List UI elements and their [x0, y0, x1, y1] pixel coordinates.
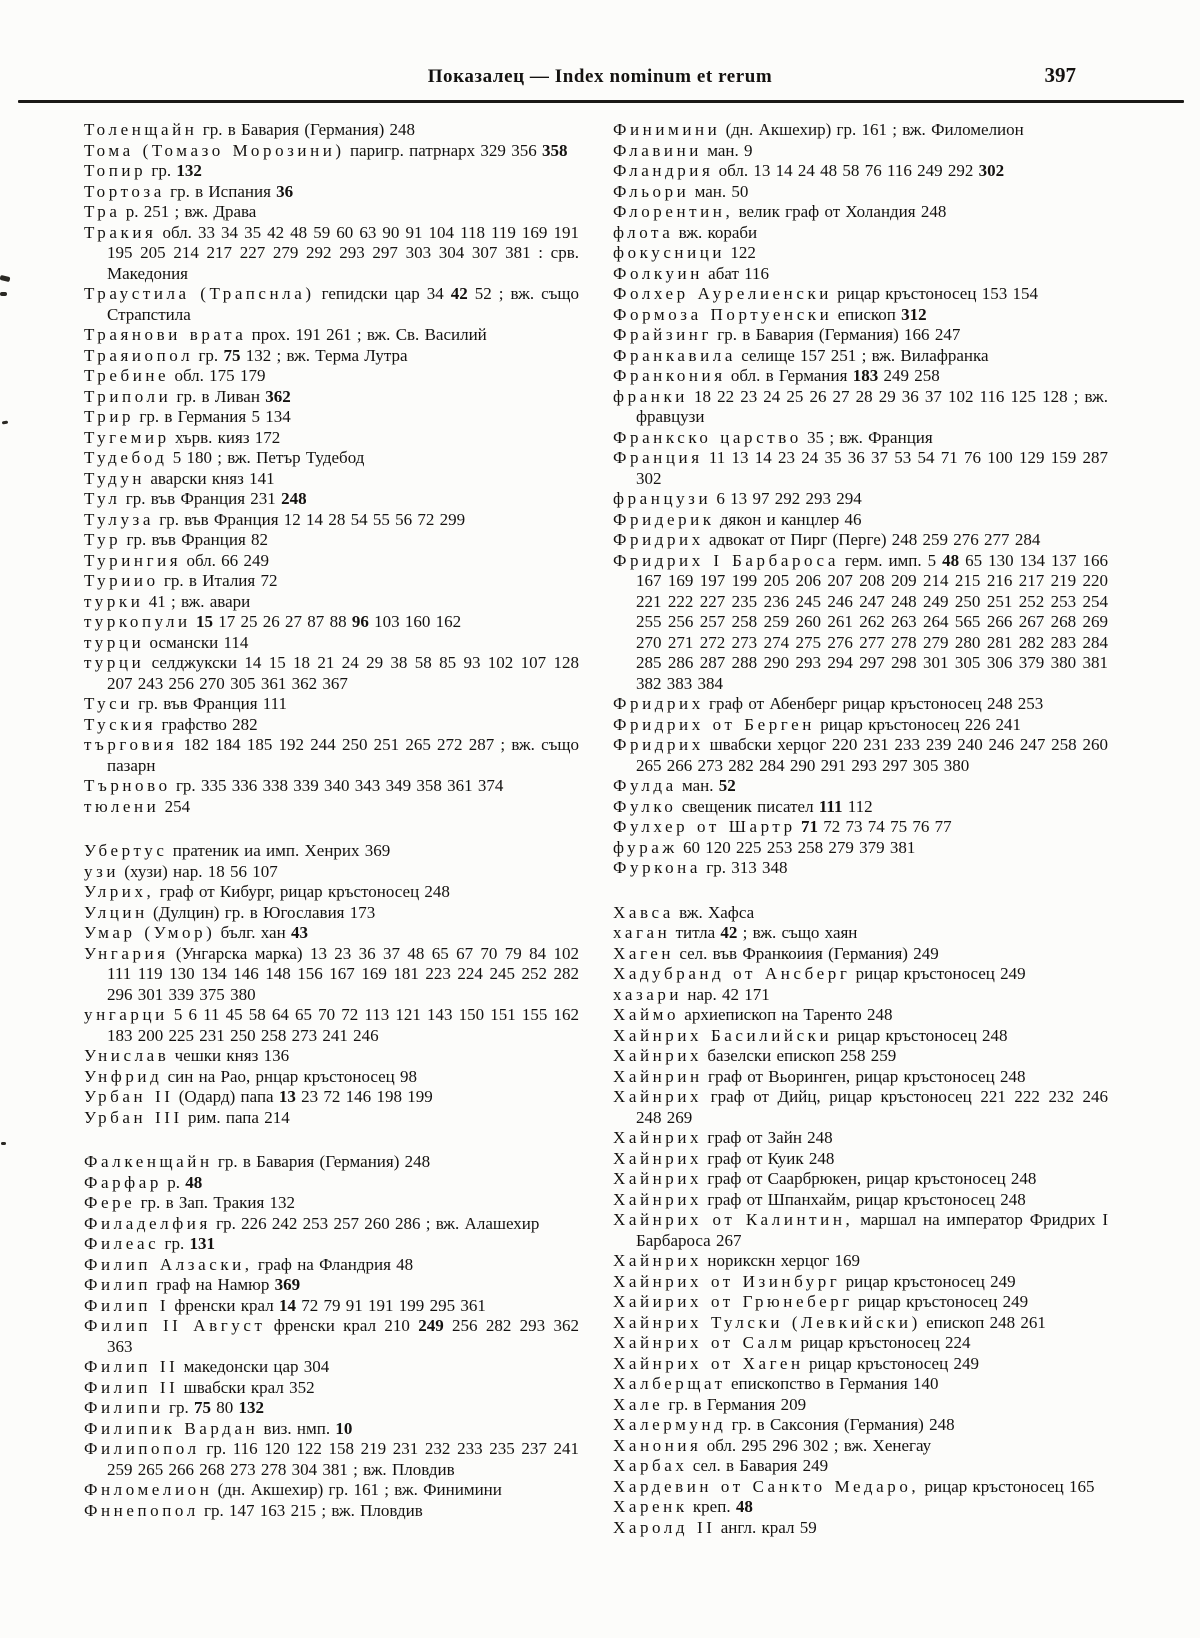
index-entry: Тул гр. във Франция 231 248 — [84, 489, 307, 508]
index-entry: Харбах сел. в Бавария 249 — [613, 1456, 829, 1475]
index-entry: Фулхер от Шартр 71 72 73 74 75 76 77 — [613, 817, 952, 836]
entry-headword: Фнломелион — [84, 1480, 213, 1499]
index-entry: Филип граф на Намюр 369 — [84, 1275, 301, 1294]
index-entry: Хайирих от Грюнеберг рицар кръстоносец 249 — [613, 1292, 1029, 1311]
index-entry: Фридрих от Берген рицар кръстоносец 226 241 — [613, 714, 1021, 734]
entry-headword: Унислав — [84, 1046, 170, 1065]
index-entry: Халберщат епископство в Германия 140 — [613, 1374, 939, 1393]
index-entry: Фолхер Аурелиенски рицар кръстоносец 153 154 — [613, 284, 1038, 303]
index-entry: Убертус пратеник иа имп. Хенрих 369 — [84, 841, 391, 860]
entry-headword: Фарфар — [84, 1172, 162, 1192]
entry-headword: Филип — [84, 1275, 152, 1294]
entry-headword: Хаген — [613, 943, 675, 963]
entry-headword: Хайнрих — [613, 1128, 703, 1147]
index-entry: Флавини ман. 9 — [613, 140, 753, 160]
entry-headword: туркопули — [84, 612, 191, 631]
index-entry: Туси гр. във Франция 111 — [84, 694, 288, 713]
index-entry: хазари нар. 42 171 — [613, 984, 770, 1004]
entry-headword: Хале — [613, 1394, 664, 1414]
bold-page-ref: 302 — [978, 161, 1005, 180]
index-entry: Хайнрих граф от Куик 248 — [613, 1148, 835, 1168]
index-entry: Хале гр. в Германия 209 — [613, 1394, 807, 1414]
index-entry: Унфрид син на Рао, рнцар кръстоносец 98 — [84, 1066, 418, 1086]
index-entry: Улрих, граф от Кибург, рицар кръстоносец 248 — [84, 882, 450, 901]
entry-headword: Фридрих — [613, 530, 704, 549]
index-entry: флота вж. кораби — [613, 222, 758, 242]
index-entry: Хайнрих от Хаген рицар кръстоносец 249 — [613, 1353, 979, 1373]
index-entry: Фльори ман. 50 — [613, 181, 749, 201]
index-entry: Топир гр. 132 — [84, 161, 202, 180]
entry-headword: Тракия — [84, 222, 157, 242]
entry-headword: Филипи — [84, 1398, 164, 1417]
index-entry: Фере гр. в Зап. Тракия 132 — [84, 1193, 296, 1212]
index-entry: Фридрих швабски херцог 220 231 233 239 240 246 247 258 260 265 266 273 282 284 290 291 293 297 305 380 — [613, 735, 1108, 775]
bold-page-ref: 358 — [541, 140, 568, 160]
index-entry: Франция 11 13 14 23 24 35 36 37 53 54 71 76 100 129 159 287 302 — [613, 448, 1108, 488]
entry-headword: Улрих, — [84, 882, 155, 901]
bold-page-ref: 48 — [735, 1497, 753, 1516]
entry-headword: Хардевин от Санкто Медаро, — [613, 1476, 920, 1496]
index-entry: търговия 182 184 185 192 244 250 251 265 272 287 ; вж. също пазарн — [84, 735, 579, 775]
entry-headword: Туси — [84, 694, 133, 713]
bold-page-ref: 42 — [720, 923, 738, 942]
index-entry: Хаген сел. във Франкоиия (Германия) 249 — [613, 943, 939, 963]
entry-headword: Хайнрих — [613, 1148, 703, 1168]
scan-artifact — [0, 275, 10, 282]
index-column-right — [613, 120, 1108, 1538]
entry-headword: Филипик Вардан — [84, 1418, 259, 1438]
entry-headword: Убертус — [84, 841, 168, 860]
bold-page-ref: 96 — [351, 612, 369, 631]
index-entry: Требине обл. 175 179 — [84, 366, 266, 385]
entry-headword: Фулхер от Шартр — [613, 817, 796, 836]
entry-headword: търговия — [84, 735, 178, 754]
entry-headword: Хадубранд от Ансберг — [613, 964, 851, 983]
entry-headword: Умар (Умор) — [84, 923, 216, 942]
index-entry: Турингия обл. 66 249 — [84, 550, 269, 570]
entry-headword: Франкско царство — [613, 427, 802, 447]
entry-headword: Хайнрих от Хаген — [613, 1353, 804, 1373]
entry-headword: Халермунд — [613, 1415, 727, 1434]
entry-headword: Търново — [84, 776, 171, 795]
index-entry: Туриио гр. в Италия 72 — [84, 571, 278, 590]
entry-headword: Флорентин, — [613, 202, 734, 221]
index-entry: Фулко свещеник писател 111 112 — [613, 796, 873, 816]
index-entry: Тур гр. във Франция 82 — [84, 530, 269, 549]
index-entry: Фннепопол гр. 147 163 215 ; вж. Пловдив — [84, 1500, 423, 1520]
index-entry: Унислав чешки княз 136 — [84, 1046, 290, 1065]
entry-headword: Туриио — [84, 571, 159, 590]
index-entry: Унгария (Унгарска марка) 13 23 36 37 48 65 67 70 79 84 102 111 119 130 134 146 148 156 167 169 181 223 224 245 252 282 296 301 339 375 380 — [84, 943, 579, 1004]
index-entry: Траянови врата прох. 191 261 ; вж. Св. Василий — [84, 325, 487, 344]
entry-headword: Филип Алзаски, — [84, 1254, 253, 1274]
index-entry: Тракия обл. 33 34 35 42 48 59 60 63 90 91 104 118 119 169 191 195 205 214 217 227 279 292 293 297 303 304 307 381 : срв. Македония — [84, 222, 579, 283]
index-entry: Флорентин, велик граф от Холандия 248 — [613, 202, 947, 221]
entry-headword: Харенк — [613, 1497, 688, 1516]
index-entry: унгарци 5 6 11 45 58 64 65 70 72 113 121 143 150 151 155 162 183 200 225 231 250 258 273 241 246 — [84, 1005, 579, 1045]
entry-headword: Франция — [613, 448, 703, 467]
entry-headword: Фридрих — [613, 735, 704, 754]
bold-page-ref: 15 — [195, 612, 213, 631]
entry-headword: Фльори — [613, 181, 690, 201]
bold-page-ref: 75 — [194, 1398, 211, 1417]
entry-headword: фураж — [613, 837, 678, 857]
index-entry: Хаймо архиепископ на Таренто 248 — [613, 1005, 893, 1024]
entry-headword: тюлени — [84, 796, 160, 816]
entry-headword: Улцин — [84, 902, 148, 922]
entry-headword: Траянови врата — [84, 325, 247, 344]
index-entry: Франкавила селище 157 251 ; вж. Вилафранка — [613, 345, 989, 365]
index-entry: Тудебод 5 180 ; вж. Петър Тудебод — [84, 448, 365, 467]
entry-headword: Хайнрих — [613, 1169, 703, 1188]
entry-headword: Филип II — [84, 1377, 179, 1397]
entry-headword: Тортоза — [84, 181, 165, 201]
bold-page-ref: 43 — [290, 923, 308, 942]
index-entry: Финимини (дн. Акшехир) гр. 161 ; вж. Филомелион — [613, 120, 1024, 139]
entry-headword: Требине — [84, 366, 170, 385]
entry-headword: Хаймо — [613, 1005, 680, 1024]
bold-page-ref: 183 — [852, 366, 879, 385]
entry-headword: Халберщат — [613, 1374, 726, 1393]
index-entry: Хайнрих Басилийски рицар кръстоносец 248 — [613, 1025, 1008, 1045]
entry-headword: французи — [613, 489, 712, 508]
entry-headword: Хайнрих от Салм — [613, 1333, 796, 1352]
entry-headword: Трир — [84, 407, 135, 426]
index-entry: Тудун аварски княз 141 — [84, 468, 275, 488]
bold-page-ref: 48 — [942, 550, 960, 570]
index-entry: Хайнрин граф от Вьоринген, рицар кръстоносец 248 — [613, 1066, 1026, 1086]
index-entry: Хайнрих граф от Саарбрюкен, рицар кръстоносец 248 — [613, 1169, 1037, 1188]
index-entry: Траяиопол гр. 75 132 ; вж. Терма Лутра — [84, 345, 408, 365]
index-entry: Филеас гр. 131 — [84, 1234, 216, 1253]
entry-headword: Хайнрих Тулски (Левкийски) — [613, 1312, 921, 1332]
entry-headword: Тома (Томазо Морозини) — [84, 140, 345, 160]
running-head-title: Показалец — Index nominum et rerum — [427, 66, 773, 87]
index-entry: Филип II Август френски крал 210 249 256 282 293 362 363 — [84, 1316, 579, 1356]
entry-headword: Хайнрих от Калинтин, — [613, 1210, 854, 1229]
entry-headword: франки — [613, 386, 688, 406]
bold-page-ref: 14 — [278, 1295, 296, 1315]
index-entry: Филипопол гр. 116 120 122 158 219 231 232 233 235 237 241 259 265 266 268 273 278 304 381 ; вж. Пловдив — [84, 1439, 579, 1479]
index-entry: Тортоза гр. в Испания 36 — [84, 181, 294, 201]
entry-headword: Финимини — [613, 120, 721, 139]
entry-headword: Фридерик — [613, 509, 715, 529]
entry-headword: Траяиопол — [84, 345, 194, 365]
index-entry: Хайнрих от Изинбург рицар кръстоносец 249 — [613, 1271, 1016, 1291]
index-entry: туркопули 15 17 25 26 27 87 88 96 103 160 162 — [84, 612, 462, 631]
entry-headword: флота — [613, 222, 674, 242]
index-entry: фокусници 122 — [613, 243, 756, 262]
entry-headword: Тугемир — [84, 427, 170, 447]
entry-headword: Ханония — [613, 1435, 702, 1455]
entry-headword: Урбан II — [84, 1087, 174, 1106]
entry-headword: Формоза Портуенски — [613, 304, 833, 324]
entry-headword: Тулуза — [84, 509, 154, 529]
entry-headword: Хайнрих Басилийски — [613, 1025, 833, 1045]
entry-headword: Траустила (Трапснла) — [84, 284, 315, 303]
entry-headword: турци — [84, 653, 145, 672]
bold-page-ref: 52 — [718, 776, 736, 795]
entry-headword: Филеас — [84, 1234, 160, 1253]
entry-headword: Фулко — [613, 796, 677, 816]
entry-headword: Фридрих — [613, 694, 704, 713]
entry-headword: турки — [84, 591, 144, 611]
index-entry: Филипи гр. 75 80 132 — [84, 1398, 265, 1417]
index-entry: Фнломелион (дн. Акшехир) гр. 161 ; вж. Финимини — [84, 1480, 502, 1499]
entry-headword: Фландрия — [613, 161, 714, 180]
index-entry: Халермунд гр. в Саксония (Германия) 248 — [613, 1415, 955, 1434]
index-entry: турки 41 ; вж. авари — [84, 591, 251, 611]
entry-headword: Фрайзинг — [613, 325, 713, 344]
index-entry: Хайнрих базелски епископ 258 259 — [613, 1046, 897, 1065]
index-entry: турци османски 114 — [84, 632, 249, 652]
index-entry: Хайнрих от Калинтин, маршал на император Фридрих I Барбароса 267 — [613, 1210, 1109, 1250]
index-entry: Хайнрих граф от Дийц, рицар кръстоносец 221 222 232 246 248 269 — [613, 1087, 1108, 1127]
index-entry: Фридрих I Барбароса герм. имп. 5 48 65 130 134 137 166 167 169 197 199 205 206 207 208 209 214 215 216 217 219 220 221 222 227 235 236 245 246 247 248 249 250 251 252 253 254 255 256 257 258 259 260 261 262 263 264 565 266 267 268 269 270 271 272 273 274 275 276 277 278 279 280 281 282 283 284 285 286 287 288 290 293 294 297 298 301 305 306 379 380 381 382 383 384 — [613, 550, 1109, 693]
index-entry: Фридерик дякон и канцлер 46 — [613, 509, 862, 529]
entry-headword: Хайирих от Грюнеберг — [613, 1292, 853, 1311]
entry-headword: Фридрих I Барбароса — [613, 550, 839, 570]
entry-headword: фокусници — [613, 243, 726, 262]
index-entry: Тома (Томазо Морозини) паригр. патрнарх 329 356 358 — [84, 140, 568, 160]
index-entry: хаган титла 42 ; вж. също хаян — [613, 923, 858, 942]
bold-page-ref: 362 — [265, 386, 291, 406]
index-entry: Тра р. 251 ; вж. Драва — [84, 202, 257, 221]
entry-headword: Унфрид — [84, 1066, 163, 1086]
entry-headword: Хайнрих — [613, 1251, 703, 1270]
entry-headword: Флавини — [613, 140, 702, 160]
bold-page-ref: 10 — [335, 1418, 353, 1438]
index-entry: Франкония обл. в Германия 183 249 258 — [613, 366, 940, 385]
entry-headword: Унгария — [84, 943, 169, 963]
index-entry: Хадубранд от Ансберг рицар кръстоносец 249 — [613, 964, 1026, 983]
bold-page-ref: 132 — [238, 1398, 265, 1417]
index-entry: Фулда ман. 52 — [613, 776, 736, 795]
entry-headword: Тур — [84, 530, 122, 549]
index-entry: Фуркона гр. 313 348 — [613, 858, 788, 877]
entry-headword: Хавса — [613, 902, 674, 922]
index-entry: Траустила (Трапснла) гепидски цар 34 42 52 ; вж. също Страпстила — [84, 284, 580, 324]
index-entry: Триполи гр. в Ливан 362 — [84, 386, 291, 406]
index-entry: Филаделфия гр. 226 242 253 257 260 286 ; вж. Алашехир — [84, 1213, 540, 1233]
scan-artifact — [0, 292, 7, 296]
entry-headword: Хайнрих — [613, 1189, 703, 1209]
bold-page-ref: 249 — [418, 1316, 444, 1335]
index-entry: Тугемир хърв. кияз 172 — [84, 427, 281, 447]
entry-headword: Фолхер Аурелиенски — [613, 284, 832, 303]
index-entry: Фарфар р. 48 — [84, 1172, 203, 1192]
index-entry: Фридрих адвокат от Пирг (Перге) 248 259 276 277 284 — [613, 530, 1041, 549]
index-entry: французи 6 13 97 292 293 294 — [613, 489, 862, 508]
entry-headword: Харолд II — [613, 1517, 716, 1537]
entry-headword: Фолкуин — [613, 263, 703, 283]
entry-headword: Тул — [84, 489, 121, 508]
entry-headword: Топир — [84, 161, 147, 180]
index-entry: узи (хузи) нар. 18 56 107 — [84, 861, 278, 881]
entry-headword: хазари — [613, 984, 683, 1004]
index-entry: Хайнрих от Салм рицар кръстоносец 224 — [613, 1333, 971, 1352]
bold-page-ref: 369 — [274, 1275, 301, 1294]
index-entry: Франкско царство 35 ; вж. Франция — [613, 427, 933, 447]
entry-headword: Фуркона — [613, 858, 701, 877]
entry-headword: Хайнрих от Изинбург — [613, 1271, 841, 1291]
index-entry: Хайнрих граф от Шпанхайм, рицар кръстоносец 248 — [613, 1189, 1026, 1209]
bold-page-ref: 131 — [189, 1234, 216, 1253]
bold-page-ref: 132 — [176, 161, 202, 180]
entry-headword: Толенщайн — [84, 120, 198, 139]
index-entry: фураж 60 120 225 253 258 279 379 381 — [613, 837, 916, 857]
bold-page-ref: 42 — [450, 284, 468, 303]
index-entry: Фридрих граф от Абенберг рицар кръстоносец 248 253 — [613, 694, 1044, 713]
page-number: 397 — [1044, 63, 1076, 87]
entry-headword: Филаделфия — [84, 1213, 211, 1233]
index-entry: Урбан III рим. папа 214 — [84, 1107, 290, 1127]
entry-headword: Хайнрин — [613, 1066, 703, 1086]
index-letter-section — [84, 120, 579, 817]
entry-headword: Триполи — [84, 386, 172, 406]
bold-page-ref: 36 — [276, 181, 294, 201]
entry-headword: узи — [84, 861, 120, 881]
index-entry: Улцин (Дулцин) гр. в Югославия 173 — [84, 902, 376, 922]
index-entry: тюлени 254 — [84, 796, 191, 816]
header-rule — [18, 100, 1184, 103]
index-entry: Филип I френски крал 14 72 79 91 191 199 295 361 — [84, 1295, 486, 1315]
entry-headword: Филипопол — [84, 1439, 200, 1458]
index-entry: Филип II швабски крал 352 — [84, 1377, 315, 1397]
entry-headword: Тудебод — [84, 448, 168, 467]
index-entry: Ханония обл. 295 296 302 ; вж. Хенегау — [613, 1435, 932, 1455]
entry-headword: Фридрих от Берген — [613, 714, 815, 734]
index-entry: турци селджукски 14 15 18 21 24 29 38 58 85 93 102 107 128 207 243 256 270 305 361 362 367 — [84, 653, 579, 693]
index-entry: Тулуза гр. във Франция 12 14 28 54 55 56 72 299 — [84, 509, 466, 529]
entry-headword: Филип II Август — [84, 1316, 266, 1335]
entry-headword: Хайнрих — [613, 1046, 703, 1065]
entry-headword: Филип II — [84, 1357, 179, 1376]
entry-headword: Филип I — [84, 1295, 170, 1315]
bold-page-ref: 71 — [800, 817, 818, 836]
entry-headword: Фере — [84, 1193, 136, 1212]
bold-page-ref: 48 — [185, 1172, 203, 1192]
bold-page-ref: 248 — [281, 489, 307, 508]
entry-headword: хаган — [613, 923, 671, 942]
index-entry: Хайнрих Тулски (Левкийски) епископ 248 261 — [613, 1312, 1046, 1332]
index-entry: Хардевин от Санкто Медаро, рицар кръстоносец 165 — [613, 1476, 1095, 1496]
index-entry: Харолд II англ. крал 59 — [613, 1517, 817, 1537]
scan-artifact — [2, 421, 8, 425]
index-entry: Филип Алзаски, граф на Фландрия 48 — [84, 1254, 414, 1274]
entry-headword: Фалкенщайн — [84, 1152, 213, 1171]
index-entry: Урбан II (Одард) папа 13 23 72 146 198 199 — [84, 1087, 433, 1106]
index-entry: Толенщайн гр. в Бавария (Германия) 248 — [84, 120, 416, 139]
entry-headword: Фннепопол — [84, 1500, 199, 1520]
index-entry: Фландрия обл. 13 14 24 48 58 76 116 249 292 302 — [613, 161, 1005, 180]
index-letter-section — [613, 903, 1108, 1539]
bold-page-ref: 13 — [278, 1087, 296, 1106]
index-entry: Фрайзинг гр. в Бавария (Германия) 166 247 — [613, 325, 961, 344]
index-letter-section — [613, 120, 1108, 879]
bold-page-ref: 312 — [901, 304, 927, 324]
scan-artifact — [1, 1142, 6, 1145]
index-entry: Филипик Вардан виз. нмп. 10 — [84, 1418, 353, 1438]
entry-headword: Туския — [84, 714, 157, 734]
index-entry: Фолкуин абат 116 — [613, 263, 770, 283]
index-entry: Търново гр. 335 336 338 339 340 343 349 358 361 374 — [84, 776, 504, 795]
entry-headword: Тра — [84, 202, 121, 221]
entry-headword: Урбан III — [84, 1107, 183, 1127]
entry-headword: Тудун — [84, 468, 146, 488]
bold-page-ref: 111 — [818, 796, 843, 816]
entry-headword: унгарци — [84, 1005, 168, 1024]
index-entry: Трир гр. в Германия 5 134 — [84, 407, 291, 426]
entry-headword: турци — [84, 632, 145, 652]
index-entry: Фалкенщайн гр. в Бавария (Германия) 248 — [84, 1152, 431, 1171]
entry-headword: Турингия — [84, 550, 182, 570]
index-letter-section — [84, 1152, 579, 1521]
index-entry: Умар (Умор) бълг. хан 43 — [84, 923, 308, 942]
entry-headword: Франкония — [613, 366, 726, 385]
index-entry: Хайнрих норикскн херцог 169 — [613, 1251, 861, 1270]
index-entry: Хайнрих граф от Зайн 248 — [613, 1128, 833, 1147]
index-entry: Формоза Портуенски епископ 312 — [613, 304, 927, 324]
entry-headword: Харбах — [613, 1456, 688, 1475]
index-entry: Туския графство 282 — [84, 714, 258, 734]
index-body — [84, 120, 1108, 1538]
index-entry: Хавса вж. Хафса — [613, 902, 755, 922]
bold-page-ref: 75 — [223, 345, 241, 365]
index-entry: Филип II македонски цар 304 — [84, 1357, 330, 1376]
index-column-left — [84, 120, 579, 1538]
entry-headword: Фулда — [613, 776, 677, 795]
index-letter-section — [84, 841, 579, 1128]
entry-headword: Франкавила — [613, 345, 736, 365]
index-entry: франки 18 22 23 24 25 26 27 28 29 36 37 102 116 125 128 ; вж. фравцузи — [613, 386, 1108, 426]
index-entry: Харенк креп. 48 — [613, 1497, 753, 1516]
entry-headword: Хайнрих — [613, 1087, 703, 1106]
